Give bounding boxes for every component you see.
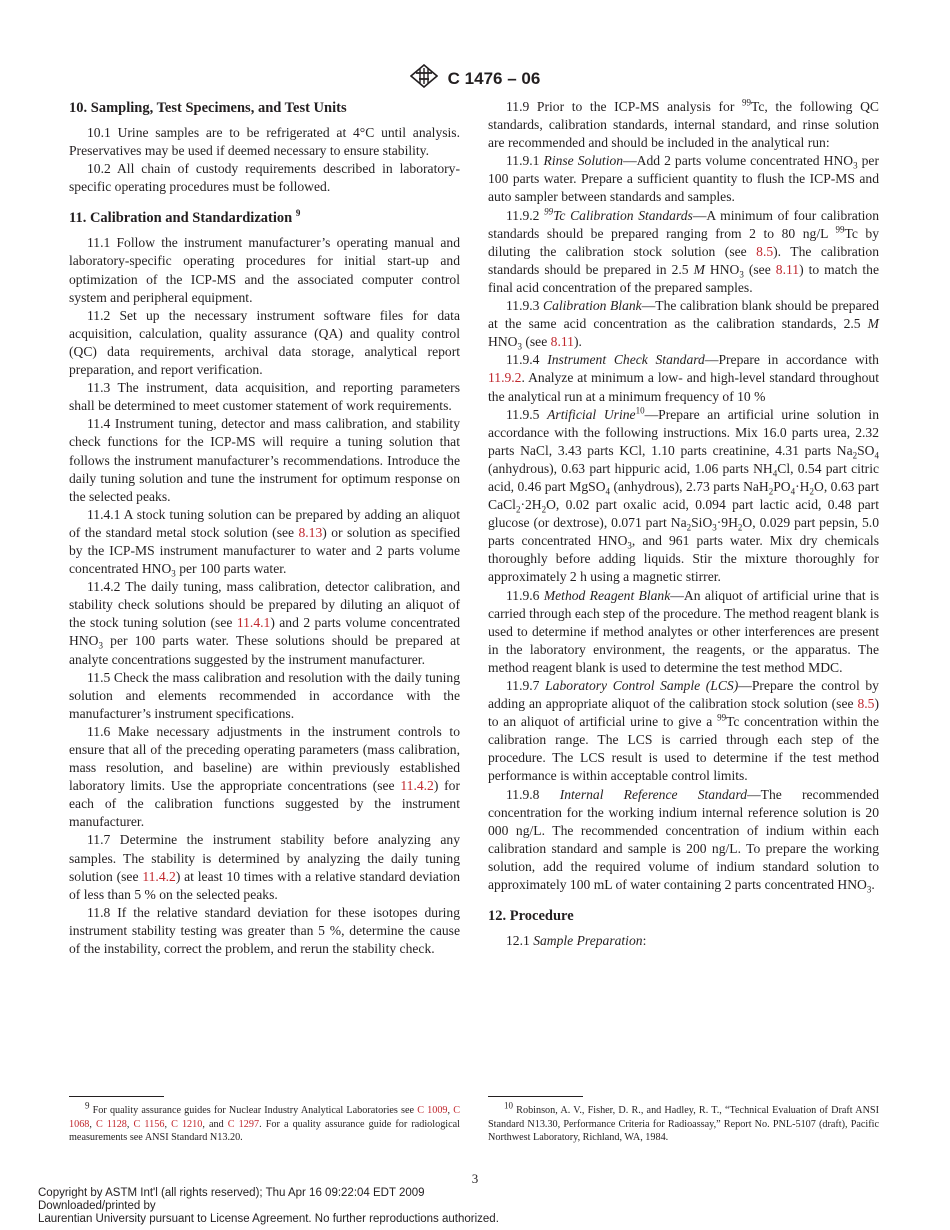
ref-link-11-4-2-b[interactable]: 11.4.2 (142, 868, 176, 884)
ref-link-c1068[interactable]: C 1068 (69, 1105, 461, 1130)
paragraph-12-1: 12.1 Sample Preparation: (506, 933, 647, 949)
paragraph-10-1: 10.1 Urine samples are to be refrigerated at 4°C until analysis. Preservatives may be used if deemed necessary to ensure stability. (69, 125, 460, 159)
astm-logo-icon (410, 64, 438, 93)
footnote-10: $^{10}$ Robinson, A. V., Fisher, D. R., and Hadley, R. T., “Technical Evaluation of Draft ANSI Standard N13.30, Performance Criteria for Radioassay,” Report No. PNL-5107 (draft), Pacific Northwest Laboratory, Richland, WA, 1984. (488, 1100, 879, 1144)
standard-designation: C 1476 – 06 (447, 68, 541, 88)
page-number: 3 (471, 1171, 479, 1186)
paragraph-11-2: 11.2 Set up the necessary instrument software files for data acquisition, calculation, quality assurance (QA) and quality control (QC) data requirements, archival data storage, analytical report preparation, and report verification. (69, 307, 460, 378)
paragraph-11-5: 11.5 Check the mass calibration and resolution with the daily tuning solution and elements recommended in accordance with the manufacturer’s instrument specifications. (69, 669, 460, 721)
paragraph-10-2: 10.2 All chain of custody requirements described in laboratory-specific operating procedures must be followed. (69, 161, 460, 195)
paragraph-11-6: 11.6 Make necessary adjustments in the instrument controls to ensure that all of the preceding operating parameters (mass calibration, mass resolution, and baseline) are within previously established laboratory limits. Use the appropriate concentrations (see 11.4.2) for each of the calibration functions suggested by the instrument manufacturer. (69, 723, 460, 830)
ref-link-11-4-2[interactable]: 11.4.2 (400, 778, 434, 794)
ref-link-c1009[interactable]: C 1009 (417, 1105, 448, 1116)
paragraph-11-9: 11.9 Prior to the ICP-MS analysis for $^{99}$Tc, the following QC standards, calibration standards, internal standard, and rinse solution are recommended and should be included in the analytical run: (488, 97, 879, 151)
paragraph-11-4-2: 11.4.2 The daily tuning, mass calibration, detector calibration, and stability check solutions should be prepared by diluting an aliquot of the stock tuning solution (see 11.4.1) and 2 parts volume concentrated $HNO_3$ per 100 parts water. These solutions should be prepared at analyte concentrations suggested by the instrument manufacturer. (69, 579, 461, 667)
left-column (69, 98, 460, 958)
paragraph-11-9-7: 11.9.7 Laboratory Control Sample (LCS)—Prepare the control by adding an appropriate aliquot of the calibration stock solution (see 8.5) to an aliquot of artificial urine to give a $^{99}$Tc concentration within the calibration range. The LCS is carried through each step of the procedure. The LCS result is used to determine if the test method performance is within acceptable control limits. (488, 678, 879, 784)
footnote-divider-right (488, 1096, 583, 1097)
footnote-9: $^9$ For quality assurance guides for Nuclear Industry Analytical Laboratories see C 1009, C 1068, C 1128, C 1156, C 1210, and C 1297. For a quality assurance guide for radiological measurements see ANSI Standard N13.20. (69, 1100, 461, 1144)
ref-link-11-4-1[interactable]: 11.4.1 (236, 615, 271, 631)
copyright-notice (38, 1187, 499, 1225)
footnote-ref-9[interactable]: 9 (295, 208, 301, 219)
section-11-heading-text: 11. Calibration and Standardization (69, 210, 293, 227)
ref-link-8-5[interactable]: 8.5 (756, 243, 774, 259)
paragraph-11-9-5: 11.9.5 Artificial Urine$^{10}$—Prepare an artificial urine solution in accordance with the following instructions. Mix 16.0 parts urea, 2.32 parts NaCl, 3.43 parts KCl, 1.10 parts creatinine, 4.31 parts $Na_2SO_4$ (anhydrous), 0.63 part hippuric acid, 1.06 parts $NH_4Cl$, 0.54 part citric acid, 0.46 part MgSO$_4$ (anhydrous), 2.73 parts $NaH_2PO_4\cdot H_2O$, 0.63 part $CaCl_2\cdot 2H_2O$, 0.02 part oxalic acid, 0.094 part lactic acid, 0.48 part glucose (or dextrose), 0.071 part $Na_2SiO_3\cdot 9H_2O$, 0.029 part pepsin, 5.0 parts concentrated $HNO_3$, and 961 parts water. Mix dry chemicals thoroughly before adding liquids. Stir the mixture thoroughly for approximately 2 h using a magnetic stirrer. (488, 405, 880, 585)
section-10-heading: 10. Sampling, Test Specimens, and Test Units (69, 100, 347, 116)
ref-link-c1297[interactable]: C 1297 (227, 1118, 260, 1130)
paragraph-11-9-2: 11.9.2 $^{99}$Tc Calibration Standards—A minimum of four calibration standards should be prepared ranging from 2 to 80 ng/L $^{99}$Tc by diluting the calibration stock solution (see 8.5). The calibration standards should be prepared in 2.5 M $HNO_3$ (see 8.11) to match the final acid concentration of the prepared samples. (488, 206, 879, 295)
copyright-line-1: Copyright by ASTM Int'l (all rights reserved); Thu Apr 16 09:22:04 EDT 2009 (38, 1187, 425, 1199)
paragraph-11-4-1: 11.4.1 A stock tuning solution can be prepared by adding an aliquot of the standard metal stock solution (see 8.13) or solution as specified by the ICP-MS instrument manufacturer to water and 2 parts volume concentrated $HNO_3$ per 100 parts water. (69, 506, 460, 579)
ref-link-8-11[interactable]: 8.11 (775, 261, 800, 277)
ref-link-8-5-b[interactable]: 8.5 (857, 696, 875, 712)
section-12-heading: 12. Procedure (488, 908, 574, 925)
paragraph-11-9-4: 11.9.4 Instrument Check Standard—Prepare in accordance with 11.9.2. Analyze at minimum a low- and high-level standard throughout the analytical run at a minimum frequency of 10 % (488, 352, 879, 404)
paragraph-11-9-6: 11.9.6 Method Reagent Blank—An aliquot of artificial urine that is carried through each step of the procedure. The method reagent blank is used to determine if method analytes or other interferences are present in the laboratory environment, the reagents, or the apparatus. The method reagent blank is used to determine the test method MDC. (488, 587, 879, 675)
copyright-line-2: Downloaded/printed by (38, 1199, 156, 1212)
ref-link-8-11-b[interactable]: 8.11 (550, 334, 574, 350)
paragraph-11-9-8: 11.9.8 Internal Reference Standard—The recommended concentration for the working indium internal reference solution is 20 000 ng/L. The recommended concentration of indium within each calibration standard and sample is 200 ng/L. To prepare the working solution, add the required volume of indium standard solution to approximately 100 mL of water containing 2 parts concentrated $HNO_3$. (488, 786, 879, 895)
paragraph-11-8: 11.8 If the relative standard deviation for these isotopes during instrument stability testing was greater than 5 %, determine the cause of the instability, correct the problem, and rerun the stability check. (69, 904, 460, 957)
paragraph-11-1: 11.1 Follow the instrument manufacturer’s operating manual and laboratory-specific operating procedures for initial start-up and optimization of the ICP-MS and the associated computer control system and peripheral equipment. (69, 235, 460, 305)
paragraph-11-7: 11.7 Determine the instrument stability before analyzing any samples. The stability is determined by analyzing the daily tuning solution (see 11.4.2) at least 10 times with a relative standard deviation of less than 5 % on the selected peaks. (69, 832, 460, 902)
ref-link-c1128[interactable]: C 1128 (96, 1118, 127, 1130)
page-header (0, 64, 950, 93)
section-11-heading (69, 208, 460, 228)
paragraph-11-9-1: 11.9.1 Rinse Solution—Add 2 parts volume concentrated $HNO_3$ per 100 parts water. Prepare a sufficient quantity to flush the ICP-MS and auto sampler between standards and samples. (488, 153, 879, 205)
ref-link-11-9-2[interactable]: 11.9.2 (488, 370, 522, 386)
footnote-ref-10[interactable]: 10 (635, 405, 645, 416)
ref-link-8-13[interactable]: 8.13 (298, 524, 323, 540)
footnote-divider-left (69, 1096, 164, 1097)
ref-link-c1210[interactable]: C 1210 (171, 1118, 203, 1130)
paragraph-11-3: 11.3 The instrument, data acquisition, and reporting parameters shall be determined to meet customer statement of work requirements. (69, 380, 460, 414)
ref-link-c1156[interactable]: C 1156 (133, 1118, 165, 1130)
right-column (488, 98, 879, 950)
copyright-line-3: Laurentian University pursuant to License Agreement. No further reproductions authorized. (38, 1212, 499, 1225)
paragraph-11-9-3: 11.9.3 Calibration Blank—The calibration blank should be prepared at the same acid concentration as the calibration standards, 2.5 M $HNO_3$ (see 8.11). (488, 298, 879, 352)
paragraph-11-4: 11.4 Instrument tuning, detector and mass calibration, and stability check functions for the ICP-MS will require a tuning solution that follows the instrument manufacturer’s recommendations. Introduce the daily tuning solution and tune the instrument for optimum response on the selected peaks. (69, 416, 460, 504)
